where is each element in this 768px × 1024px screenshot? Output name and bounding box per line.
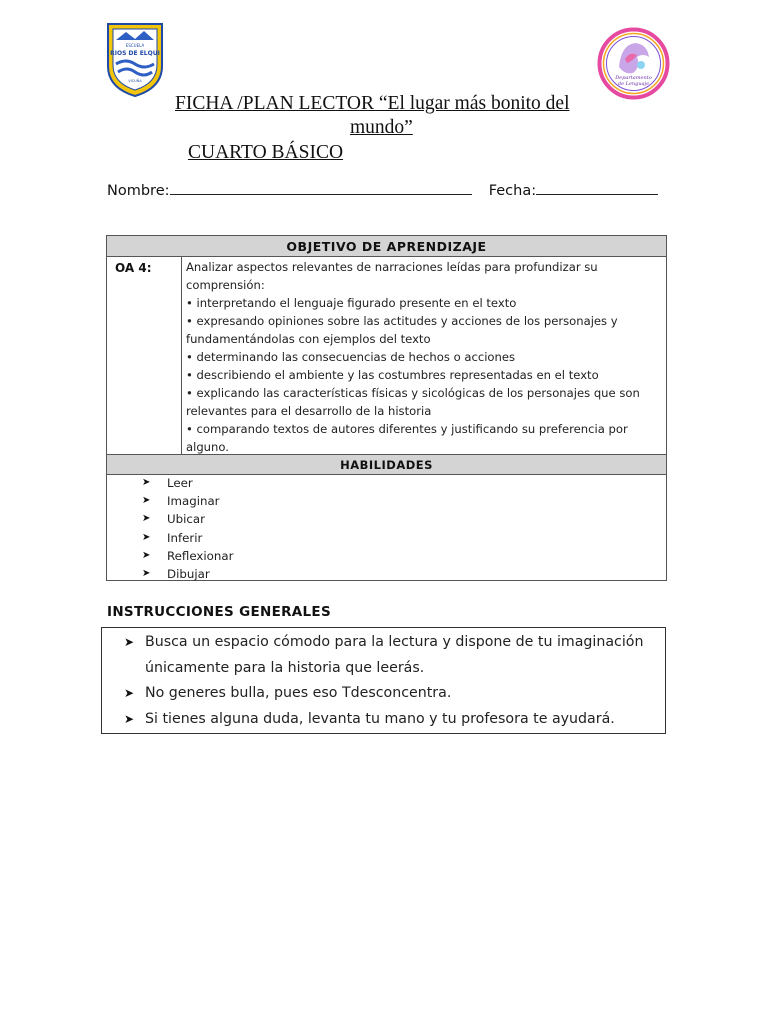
skill-item: ➤ Reflexionar	[137, 547, 233, 565]
school-logo	[104, 20, 166, 98]
instruction-item: ➤ Si tienes alguna duda, levanta tu mano y tu profesora te ayudará.	[102, 707, 643, 733]
arrow-bullet-icon: ➤	[124, 686, 135, 700]
instruction-item: ➤ No generes bulla, pues eso Tdesconcentra.	[102, 681, 643, 707]
arrow-bullet-icon: ➤	[142, 495, 151, 507]
name-field[interactable]	[170, 182, 472, 195]
skill-item: ➤ Imaginar	[137, 492, 233, 510]
learning-objective-table	[106, 235, 667, 581]
document-title-line-1: FICHA /PLAN LECTOR “El lugar más bonito del	[175, 93, 570, 114]
skill-item: ➤ Leer	[137, 474, 233, 492]
oa-code: OA 4:	[115, 261, 152, 275]
objective-line: • determinando las consecuencias de hechos o acciones	[186, 350, 516, 364]
name-label: Nombre:	[107, 183, 170, 199]
objective-line: • interpretando el lenguaje figurado presente en el texto	[186, 296, 517, 310]
objective-line: • comparando textos de autores diferentes y justificando su preferencia por	[186, 422, 628, 436]
skill-item: ➤ Ubicar	[137, 510, 233, 528]
logo-left-sub-text: VICUÑA	[128, 79, 142, 83]
logo-right-main-text: Departamento	[615, 75, 652, 81]
objective-description	[186, 258, 656, 456]
instructions-box	[101, 627, 666, 734]
arrow-bullet-icon: ➤	[142, 568, 151, 580]
arrow-bullet-icon: ➤	[124, 711, 135, 726]
objective-line: Analizar aspectos relevantes de narraciones leídas para profundizar su	[186, 260, 598, 274]
department-logo	[597, 27, 670, 100]
objective-line: fundamentándolas con ejemplos del texto	[186, 332, 431, 346]
instruction-item: ➤ Busca un espacio cómodo para la lectura y dispone de tu imaginación	[102, 630, 643, 656]
instructions-list	[102, 630, 643, 732]
arrow-bullet-icon: ➤	[142, 477, 151, 488]
arrow-bullet-icon: ➤	[142, 549, 151, 561]
instruction-item-continuation: únicamente para la historia que leerás.	[145, 659, 425, 676]
document-title-line-2: mundo”	[350, 117, 413, 138]
skills-list	[137, 474, 233, 583]
objective-line: comprensión:	[186, 278, 265, 292]
objective-line: • explicando las características físicas y sicológicas de los personajes que son	[186, 386, 640, 400]
skill-item: ➤ Dibujar	[137, 565, 233, 583]
skill-item: ➤ Inferir	[137, 529, 233, 547]
oa-code-cell	[107, 257, 182, 454]
date-label: Fecha:	[488, 183, 537, 199]
objective-line: • describiendo el ambiente y las costumbres representadas en el texto	[186, 368, 599, 382]
objective-line: alguno.	[186, 440, 229, 454]
date-field[interactable]	[536, 182, 658, 195]
skills-header: HABILIDADES	[107, 454, 666, 475]
logo-right-sub-text: de Lenguaje	[617, 81, 650, 87]
logo-left-top-text: ESCUELA	[125, 43, 145, 48]
grade-label: CUARTO BÁSICO	[188, 142, 344, 163]
logo-left-main-text: RIOS DE ELQUI	[110, 50, 160, 57]
objective-header: OBJETIVO DE APRENDIZAJE	[107, 236, 666, 257]
objective-line: • expresando opiniones sobre las actitudes y acciones de los personajes y	[186, 314, 618, 328]
arrow-bullet-icon: ➤	[142, 513, 151, 525]
arrow-bullet-icon: ➤	[124, 635, 135, 649]
name-date-row	[107, 182, 658, 199]
arrow-bullet-icon: ➤	[142, 531, 151, 543]
objective-line: relevantes para el desarrollo de la historia	[186, 404, 432, 418]
instructions-heading: INSTRUCCIONES GENERALES	[107, 604, 331, 620]
